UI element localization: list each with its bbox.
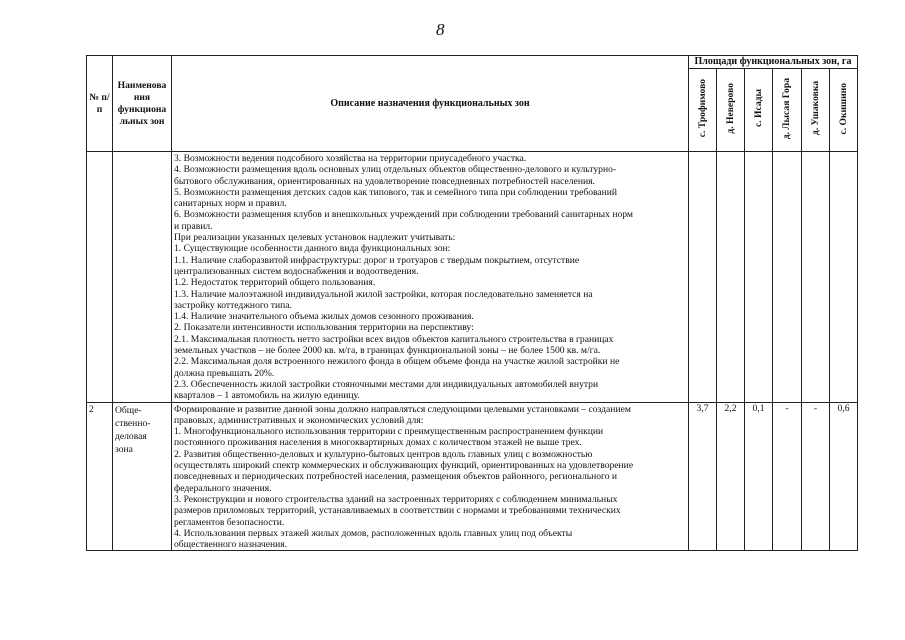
description-line: постоянного проживания населения в многоквартирных домах с количеством этажей не выше трех.	[174, 437, 582, 449]
description-line: 1. Многофункционального использования территории с преимущественным распространением функции	[174, 426, 604, 438]
description-line: 3. Реконструкции и нового строительства зданий на застроенных территориях с соблюдением минимальных	[174, 493, 618, 505]
zone-name-line: деловая	[115, 431, 147, 443]
description-line: 6. Возможности размещения клубов и внешкольных учреждений при соблюдении требований санитарных норм	[174, 209, 633, 221]
description-line: 2.2. Максимальная доля встроенного нежилого фонда в общем объеме фонда на участке жилой застройки не	[174, 356, 620, 368]
description-line: 1. Существующие особенности данного вида функциональных зон:	[174, 243, 451, 255]
description-line: 1.1. Наличие слаборазвитой инфраструктуры: дорог и тротуаров с твердым покрытием, отсутствие	[174, 254, 580, 266]
description-line: регламентов безопасности.	[174, 516, 285, 528]
zone-description	[172, 152, 689, 403]
area-value: 2,2	[717, 402, 745, 551]
zone-description	[172, 402, 689, 551]
row-number: 2	[87, 402, 113, 551]
header-village: д. Ушаковка	[802, 69, 830, 152]
area-value	[802, 152, 830, 403]
description-line: 2. Показатели интенсивности использования территории на перспективу:	[174, 322, 474, 334]
header-area: Площади функциональных зон, га	[689, 56, 858, 69]
description-line: и правил.	[174, 220, 213, 232]
description-line: 4. Использования первых этажей жилых домов, расположенных вдоль главных улиц под объекты	[174, 527, 573, 539]
description-line: 2.3. Обеспеченность жилой застройки стояночными местами для индивидуальных автомобилей внутри	[174, 378, 599, 390]
zone-name-line: ственно-	[115, 417, 151, 429]
description-line: повседневных и периодических потребностей населения, размещения объектов районного, регионального и	[174, 471, 618, 483]
zone-name-line: Обще-	[115, 404, 142, 416]
area-value: 0,6	[830, 402, 858, 551]
zone-name-line: зона	[115, 444, 133, 456]
header-village: д. Неверово	[717, 69, 745, 152]
area-value: 3,7	[689, 402, 717, 551]
header-description: Описание назначения функциональных зон	[172, 56, 689, 152]
header-zone-name: Наименова ния функциона льных зон	[113, 56, 172, 152]
zone-name	[113, 152, 172, 403]
header-village: д. Лысая Гора	[773, 69, 802, 152]
area-value	[745, 152, 773, 403]
description-line: При реализации указанных целевых установок надлежит учитывать:	[174, 232, 456, 244]
description-line: 5. Возможности размещения детских садов как типового, так и семейного типа при соблюдении требований	[174, 186, 618, 198]
header-num: № п/п	[87, 56, 113, 152]
description-line: общественного назначения.	[174, 539, 288, 551]
description-line: 3. Возможности ведения подсобного хозяйства на территории приусадебного участка.	[174, 153, 527, 164]
description-line: земельных участков – не более 2000 кв. м/га, в границах функциональной зоны – не более 1500 кв. м/га.	[174, 345, 601, 357]
area-value	[830, 152, 858, 403]
description-line: 2.1. Максимальная плотность нетто застройки всех видов объектов капитального строительства в границах	[174, 333, 614, 345]
description-line: должна превышать 20%.	[174, 367, 275, 379]
description-line: бытового обслуживания, ориентированных на удовлетворение повседневных потребностей населения.	[174, 175, 595, 187]
header-village: с. Трофимово	[689, 69, 717, 152]
description-line: 2. Развития общественно-деловых и культурно-бытовых центров вдоль главных улиц с возможностью	[174, 448, 593, 460]
area-value: 0,1	[745, 402, 773, 551]
description-line: правовых, административных и экономических условий для:	[174, 414, 424, 426]
area-value	[717, 152, 745, 403]
zone-name	[113, 402, 172, 551]
description-line: санитарных норм и правил.	[174, 198, 287, 210]
description-line: 1.3. Наличие малоэтажной индивидуальной жилой застройки, которая последовательно заменяется на	[174, 288, 593, 300]
area-value	[689, 152, 717, 403]
description-line: 4. Возможности размещения вдоль основных улиц отдельных объектов общественно-делового и культурно-	[174, 164, 617, 176]
row-number	[87, 152, 113, 403]
area-value: -	[773, 402, 802, 551]
description-line: осуществлять широкий спектр коммерческих и обслуживающих функций, ориентированных на удовлетворение	[174, 460, 634, 472]
description-line: федерального значения.	[174, 482, 272, 494]
description-line: 1.2. Недостаток территорий общего пользования.	[174, 277, 376, 289]
description-line: размеров приломовых территорий, устанавливаемых в соответствии с нормами и требованиями технических	[174, 505, 621, 517]
description-line: централизованных систем водоснабжения и водоотведения.	[174, 265, 419, 277]
table-row	[87, 402, 858, 551]
functional-zones-table	[86, 55, 858, 551]
header-village: с. Исады	[745, 69, 773, 152]
area-value	[773, 152, 802, 403]
table-row	[87, 152, 858, 403]
description-line: Формирование и развитие данной зоны должно направляться следующими целевыми установками – созданием	[174, 403, 631, 415]
header-village: с. Окишино	[830, 69, 858, 152]
area-value: -	[802, 402, 830, 551]
description-line: 1.4. Наличие значительного объема жилых домов сезонного проживания.	[174, 311, 474, 323]
description-line: кварталов – 1 автомобиль на жилую единицу.	[174, 390, 360, 402]
page-number: 8	[436, 20, 445, 39]
description-line: застройку коттеджного типа.	[174, 299, 292, 311]
